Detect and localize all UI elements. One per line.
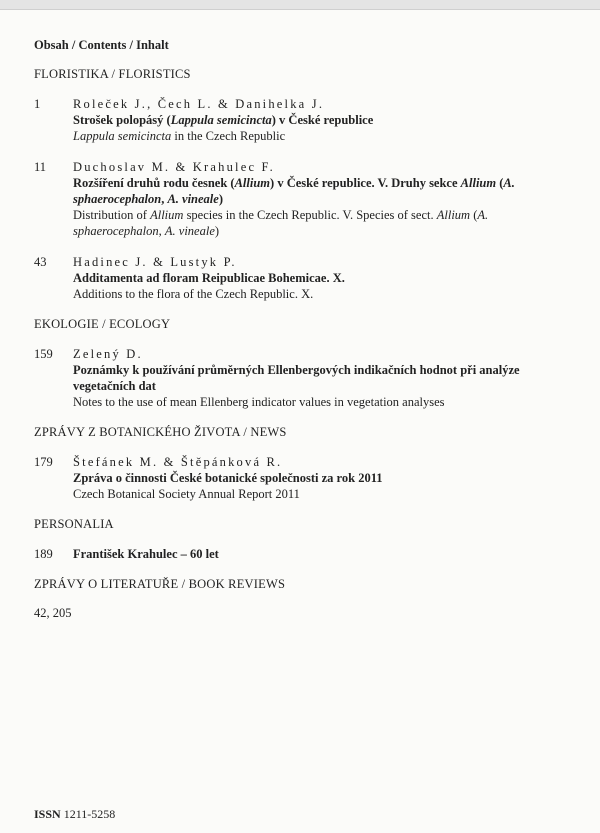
- toc-entry: [34, 254, 579, 302]
- section-heading: FLORISTIKA / FLORISTICS: [34, 67, 191, 81]
- entry-authors: Hadinec J. & Lustyk P.: [73, 255, 237, 269]
- page-number: 1: [34, 97, 41, 111]
- section-heading-personalia: PERSONALIA: [34, 517, 114, 531]
- entry-translation: Notes to the use of mean Ellenberg indicator values in vegetation analyses: [73, 395, 445, 409]
- issn-number: 1211-5258: [63, 807, 116, 821]
- contents-page: [34, 38, 579, 636]
- toc-entry: [34, 159, 579, 239]
- entry-body: [73, 159, 579, 239]
- page-number: 179: [34, 455, 53, 469]
- section-heading: EKOLOGIE / ECOLOGY: [34, 317, 171, 331]
- entry-translation: Lappula semicincta in the Czech Republic: [73, 129, 286, 143]
- page-number: 159: [34, 347, 53, 361]
- entry-title: Strošek polopásý (Lappula semicincta) v České republice: [73, 113, 374, 127]
- page-number: 11: [34, 160, 47, 174]
- section-heading: ZPRÁVY Z BOTANICKÉHO ŽIVOTA / NEWS: [34, 425, 287, 439]
- entry-authors: Duchoslav M. & Krahulec F.: [73, 160, 276, 174]
- entry-authors: Štefánek M. & Štěpánková R.: [73, 455, 283, 469]
- entry-body: [73, 346, 579, 410]
- issn-footer: [34, 807, 115, 822]
- issn-label: ISSN: [34, 807, 61, 821]
- top-edge: [0, 0, 600, 10]
- contents-title: Obsah / Contents / Inhalt: [34, 38, 169, 52]
- page-number: 189: [34, 547, 53, 561]
- entry-title: Zpráva o činnosti České botanické společnosti za rok 2011: [73, 471, 383, 485]
- entry-title: Poznámky k používání průměrných Ellenbergových indikačních hodnot při analýze vegetačních dat: [73, 363, 520, 393]
- entry-translation: Czech Botanical Society Annual Report 2011: [73, 487, 300, 501]
- toc-entry: [34, 96, 579, 144]
- entry-title: Additamenta ad floram Reipublicae Bohemicae. X.: [73, 271, 345, 285]
- toc-entry: [34, 454, 579, 502]
- toc-entry: [34, 346, 579, 410]
- sections-container: [34, 67, 579, 502]
- entry-authors: Roleček J., Čech L. & Danihelka J.: [73, 97, 325, 111]
- entry-translation: Additions to the flora of the Czech Republic. X.: [73, 287, 314, 301]
- entry-body: [73, 96, 579, 144]
- personalia-entry: [34, 546, 579, 562]
- book-reviews-pages: 42, 205: [34, 606, 72, 620]
- page-number: 43: [34, 255, 47, 269]
- entry-body: [73, 254, 579, 302]
- entry-authors: Zelený D.: [73, 347, 143, 361]
- entry-title: František Krahulec – 60 let: [73, 547, 219, 561]
- section-heading-book-reviews: ZPRÁVY O LITERATUŘE / BOOK REVIEWS: [34, 577, 286, 591]
- entry-body: [73, 454, 579, 502]
- entry-title: Rozšíření druhů rodu česnek (Allium) v České republice. V. Druhy sekce Allium (A. sphaerocephalon, A. vineale): [73, 176, 515, 206]
- entry-translation: Distribution of Allium species in the Czech Republic. V. Species of sect. Allium (A. sphaerocephalon, A. vineale): [73, 208, 489, 238]
